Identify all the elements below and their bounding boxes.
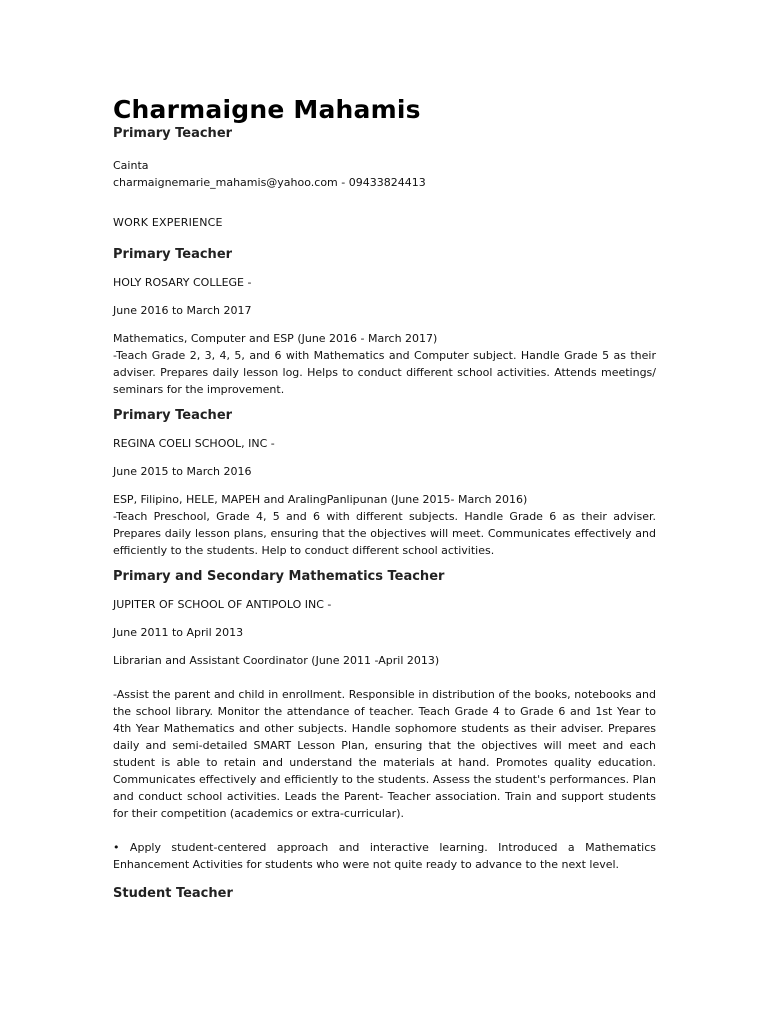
job-description	[113, 491, 656, 559]
job-duties: -Assist the parent and child in enrollment. Responsible in distribution of the books, notebooks and the school library. Monitor the attendance of teacher. Teach Grade 4 to Grade 6 and 1st Year to 4th Year Mathematics and other subjects. Handle sophomore students as their adviser. Prepares daily and semi-detailed SMART Lesson Plan, ensuring that the objectives will meet and each student is able to retain and understand the materials at hand. Promotes quality education. Communicates effectively and efficiently to the students. Assess the student's performances. Plan and conduct school activities. Leads the Parent- Teacher association. Train and support students for their competition (academics or extra-curricular).	[113, 688, 656, 820]
job-entry	[113, 885, 656, 902]
resume-page	[113, 95, 656, 913]
job-company: HOLY ROSARY COLLEGE -	[113, 276, 252, 289]
job-subjects: Mathematics, Computer and ESP (June 2016 - March 2017)	[113, 332, 438, 345]
candidate-location: Cainta	[113, 159, 149, 172]
job-description	[113, 330, 656, 398]
work-experience-heading: WORK EXPERIENCE	[113, 216, 223, 229]
job-dates: June 2011 to April 2013	[113, 626, 244, 639]
candidate-headline: Primary Teacher	[113, 126, 233, 141]
job-entry	[113, 407, 656, 559]
candidate-contact: charmaignemarie_mahamis@yahoo.com - 09433824413	[113, 176, 426, 189]
job-subjects: ESP, Filipino, HELE, MAPEH and AralingPanlipunan (June 2015- March 2016)	[113, 493, 528, 506]
job-company: JUPITER OF SCHOOL OF ANTIPOLO INC -	[113, 598, 332, 611]
job-title: Primary Teacher	[113, 247, 233, 262]
candidate-name: Charmaigne Mahamis	[113, 95, 421, 124]
job-entry	[113, 568, 656, 873]
job-dates: June 2016 to March 2017	[113, 304, 252, 317]
job-dates: June 2015 to March 2016	[113, 465, 252, 478]
job-duties: -Teach Grade 2, 3, 4, 5, and 6 with Mathematics and Computer subject. Handle Grade 5 as their adviser. Prepares daily lesson log. Helps to conduct different school activities. Attends meetings/ seminars for the improvement.	[113, 349, 656, 396]
job-bullet: • Apply student-centered approach and interactive learning. Introduced a Mathematics Enhancement Activities for students who were not quite ready to advance to the next level.	[113, 841, 656, 871]
job-entry	[113, 246, 656, 398]
job-title: Primary and Secondary Mathematics Teacher	[113, 569, 445, 584]
job-duties: -Teach Preschool, Grade 4, 5 and 6 with different subjects. Handle Grade 6 as their adviser. Prepares daily lesson plans, ensuring that the objectives will meet. Communicates effectively and efficiently to the students. Help to conduct different school activities.	[113, 510, 656, 557]
job-title: Primary Teacher	[113, 408, 233, 423]
job-subjects: Librarian and Assistant Coordinator (June 2011 -April 2013)	[113, 654, 440, 667]
job-company: REGINA COELI SCHOOL, INC -	[113, 437, 275, 450]
job-title: Student Teacher	[113, 886, 233, 901]
